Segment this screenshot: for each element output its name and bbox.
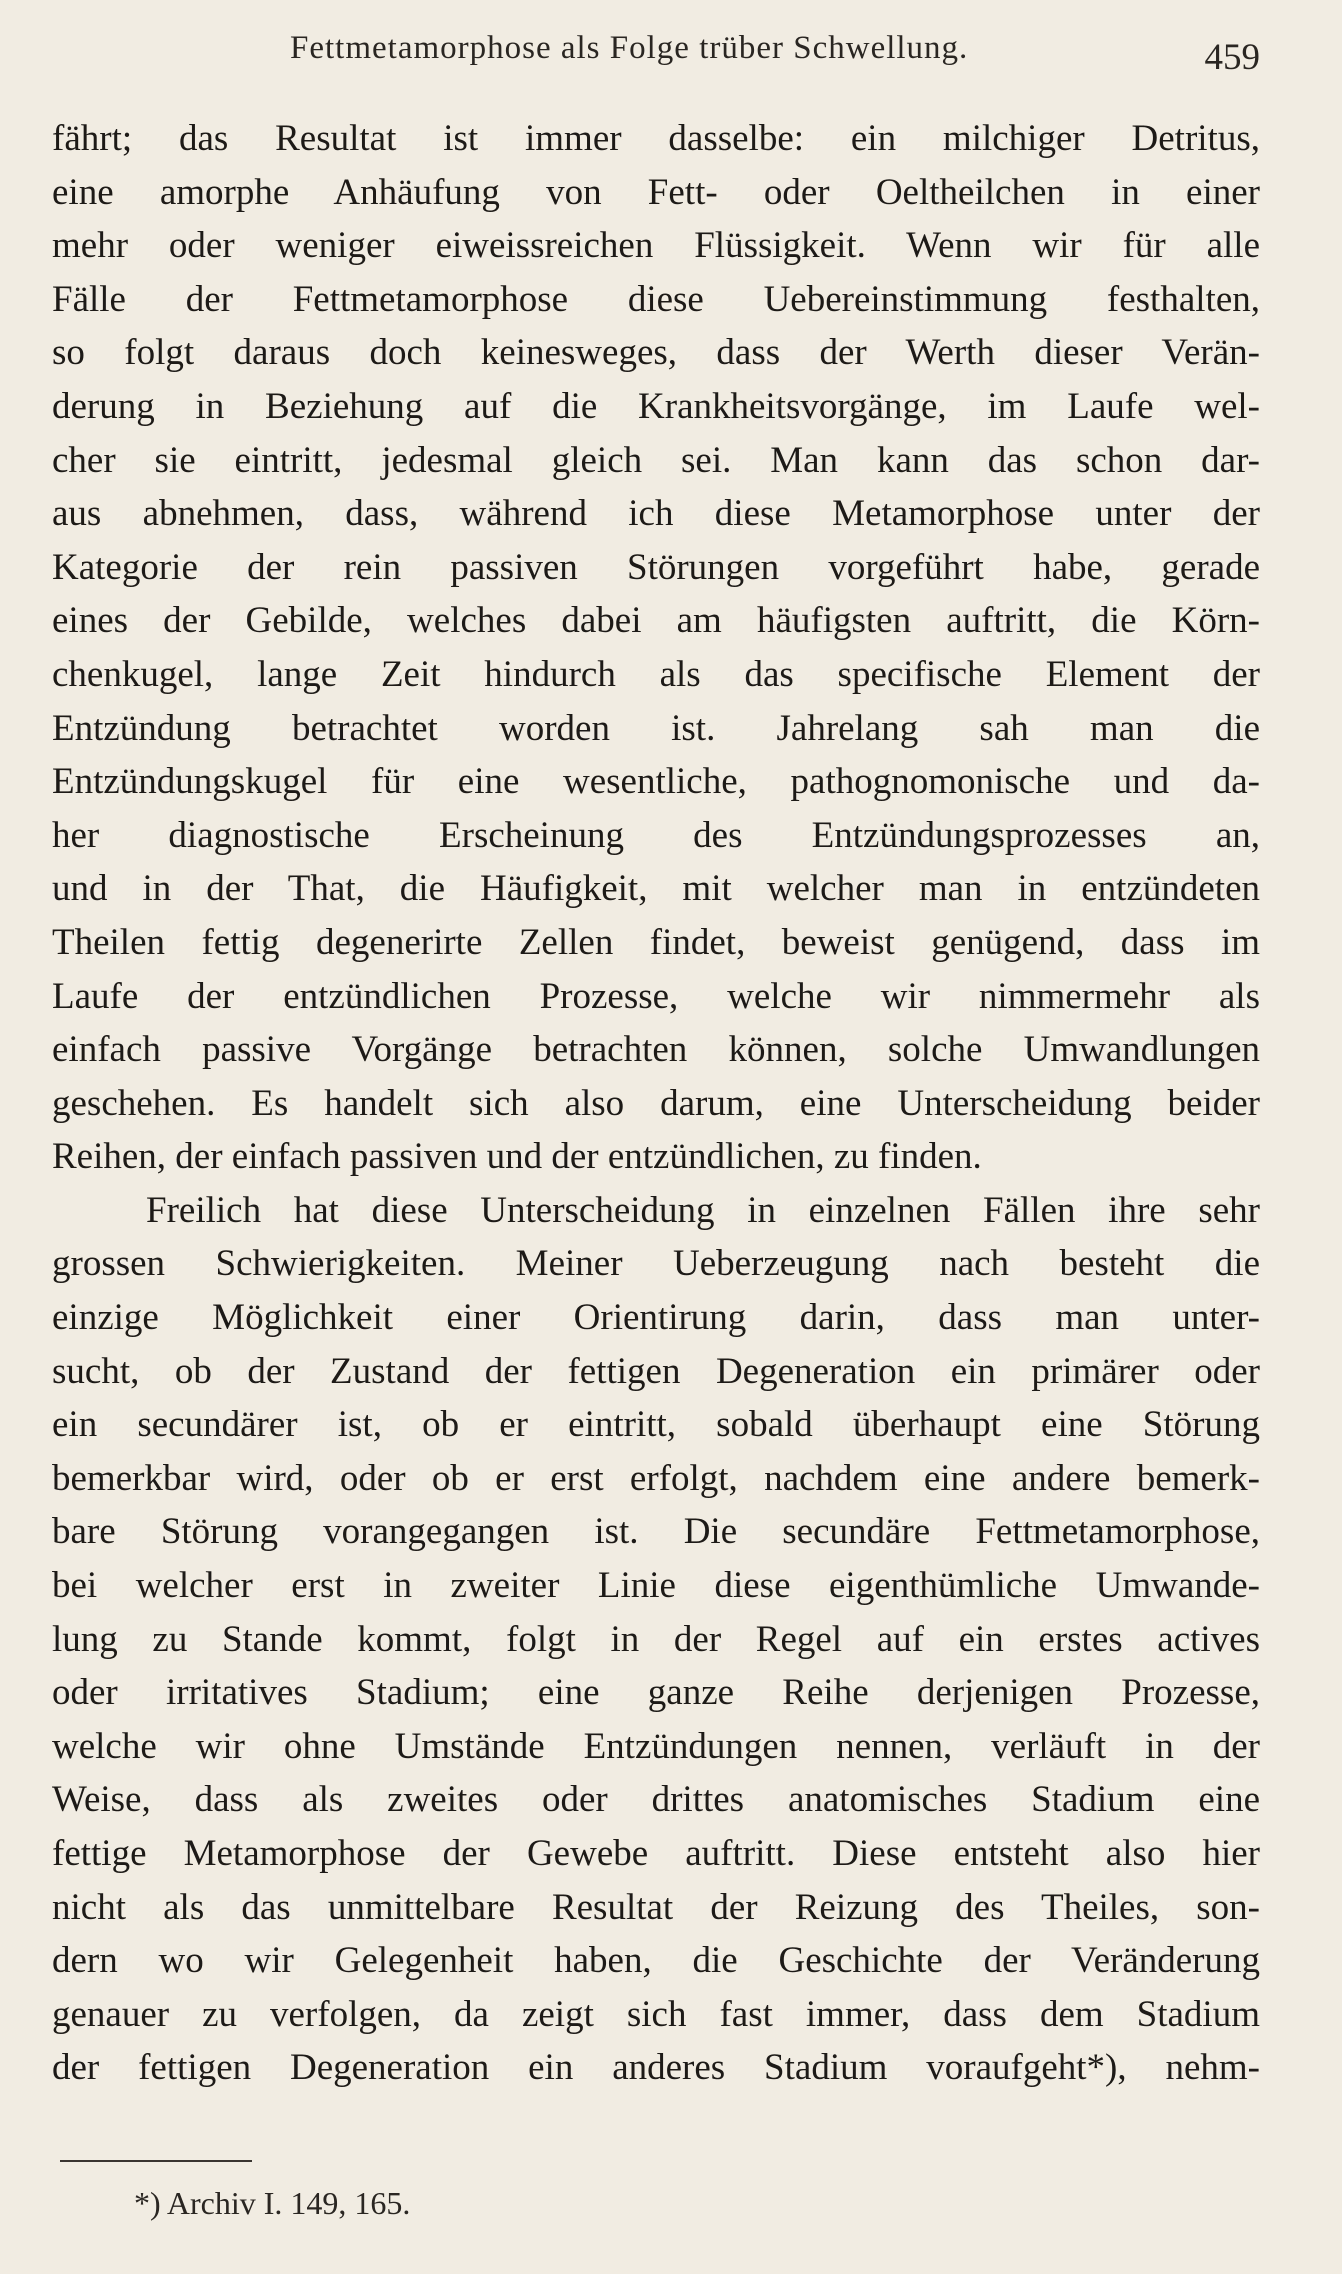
text-line: bemerkbar wird, oder ob er erst erfolgt, nachdem eine andere bemerk- — [52, 1457, 1260, 1499]
text-line: dern wo wir Gelegenheit haben, die Geschichte der Veränderung — [52, 1940, 1260, 1982]
page-number: 459 — [1204, 37, 1260, 78]
text-line: so folgt daraus doch keinesweges, dass der Werth dieser Verän- — [52, 332, 1260, 374]
text-line: genauer zu verfolgen, da zeigt sich fast immer, dass dem Stadium — [52, 1993, 1260, 2035]
text-line: Fälle der Fettmetamorphose diese Uebereinstimmung festhalten, — [52, 278, 1260, 320]
text-line: Kategorie der rein passiven Störungen vorgeführt habe, gerade — [52, 546, 1260, 588]
text-line: einfach passive Vorgänge betrachten können, solche Umwandlungen — [52, 1029, 1260, 1071]
text-line: grossen Schwierigkeiten. Meiner Ueberzeugung nach besteht die — [52, 1243, 1260, 1285]
text-line: chenkugel, lange Zeit hindurch als das specifische Element der — [52, 653, 1260, 695]
text-line: fettige Metamorphose der Gewebe auftritt. Diese entsteht also hier — [52, 1833, 1260, 1874]
running-title: Fettmetamorphose als Folge trüber Schwellung. — [290, 30, 969, 66]
text-line: Entzündungskugel für eine wesentliche, pathognomonische und da- — [52, 761, 1260, 803]
text-line: Weise, dass als zweites oder drittes anatomisches Stadium eine — [52, 1779, 1260, 1821]
text-line: der fettigen Degeneration ein anderes Stadium voraufgeht*), nehm- — [52, 2047, 1260, 2089]
text-line: fährt; das Resultat ist immer dasselbe: ein milchiger Detritus, — [52, 118, 1260, 159]
text-line: Laufe der entzündlichen Prozesse, welche wir nimmermehr als — [52, 975, 1260, 1017]
text-line: eine amorphe Anhäufung von Fett- oder Oeltheilchen in einer — [52, 171, 1260, 213]
text-line: welche wir ohne Umstände Entzündungen nennen, verläuft in der — [52, 1725, 1260, 1767]
footnote-divider — [60, 2160, 252, 2162]
paragraph-end-line: Reihen, der einfach passiven und der entzündlichen, zu finden. — [52, 1136, 982, 1178]
text-line: einzige Möglichkeit einer Orientirung darin, dass man unter- — [52, 1297, 1260, 1339]
text-line: lung zu Stande kommt, folgt in der Regel auf ein erstes actives — [52, 1618, 1260, 1660]
text-line: derung in Beziehung auf die Krankheitsvorgänge, im Laufe wel- — [52, 385, 1260, 427]
text-line: eines der Gebilde, welches dabei am häufigsten auftritt, die Körn- — [52, 600, 1260, 642]
paragraph-start-line: Freilich hat diese Unterscheidung in einzelnen Fällen ihre sehr — [146, 1189, 1260, 1231]
text-line: Entzündung betrachtet worden ist. Jahrelang sah man die — [52, 707, 1260, 749]
text-line: aus abnehmen, dass, während ich diese Metamorphose unter der — [52, 493, 1260, 535]
body-text — [52, 112, 1260, 2095]
text-line: oder irritatives Stadium; eine ganze Reihe derjenigen Prozesse, — [52, 1672, 1260, 1714]
text-line: geschehen. Es handelt sich also darum, eine Unterscheidung beider — [52, 1082, 1260, 1124]
text-line: nicht als das unmittelbare Resultat der Reizung des Theiles, son- — [52, 1886, 1260, 1928]
footnote: *) Archiv I. 149, 165. — [134, 2185, 411, 2221]
text-line: mehr oder weniger eiweissreichen Flüssigkeit. Wenn wir für alle — [52, 225, 1260, 267]
text-line: sucht, ob der Zustand der fettigen Degeneration ein primärer oder — [52, 1350, 1260, 1392]
text-line: Theilen fettig degenerirte Zellen findet, beweist genügend, dass im — [52, 921, 1260, 963]
text-line: cher sie eintritt, jedesmal gleich sei. Man kann das schon dar- — [52, 439, 1260, 481]
text-line: her diagnostische Erscheinung des Entzündungsprozesses an, — [52, 814, 1260, 856]
text-line: bei welcher erst in zweiter Linie diese eigenthümliche Umwande- — [52, 1565, 1260, 1607]
text-line: und in der That, die Häufigkeit, mit welcher man in entzündeten — [52, 868, 1260, 910]
text-line: bare Störung vorangegangen ist. Die secundäre Fettmetamorphose, — [52, 1511, 1260, 1553]
text-line: ein secundärer ist, ob er eintritt, sobald überhaupt eine Störung — [52, 1404, 1260, 1446]
